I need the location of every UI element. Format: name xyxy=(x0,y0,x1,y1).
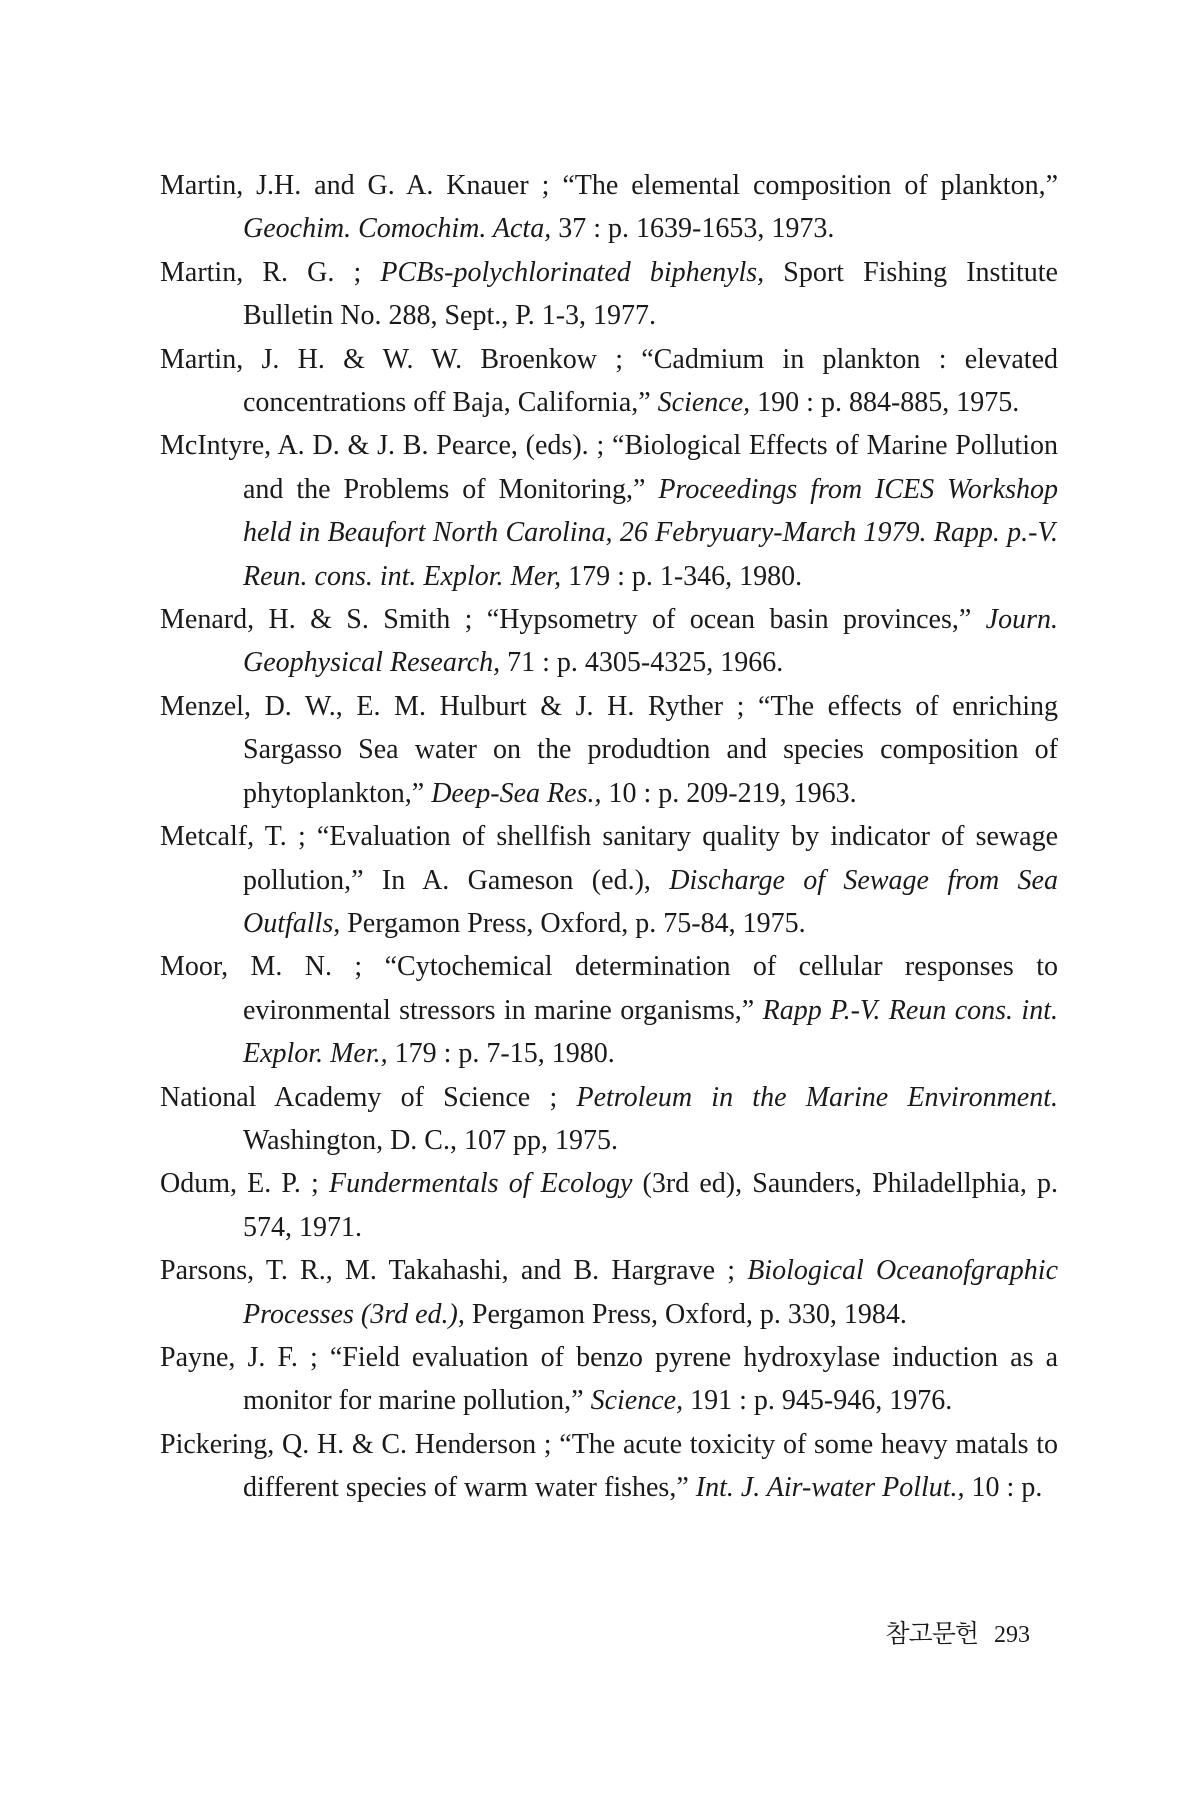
reference-title-italic: Biological Oceanofgraphic Processes (3rd ed.), xyxy=(243,1255,1058,1330)
reference-title-italic: PCBs-polychlorinated biphenyls, xyxy=(380,256,765,288)
reference-text: 10 : p. xyxy=(964,1472,1043,1504)
reference-title-italic: Deep-Sea Res., xyxy=(431,777,602,809)
reference-entry xyxy=(160,424,1058,598)
reference-entry xyxy=(160,1423,1058,1510)
reference-entry xyxy=(160,164,1058,251)
reference-text: Martin, J. H. & W. W. Broenkow ; “Cadmium in plankton : elevated concentrations off Baja, California,” xyxy=(160,343,1058,419)
reference-title-italic: Discharge of Sewage from Sea Outfalls, xyxy=(243,864,1058,939)
reference-text: Martin, J.H. and G. A. Knauer ; “The elemental composition of plankton,” xyxy=(160,170,1058,201)
reference-title-italic: Rapp P.-V. Reun cons. int. Explor. Mer., xyxy=(243,994,1058,1070)
reference-text: Martin, R. G. ; xyxy=(160,256,381,288)
reference-text: Menard, H. & S. Smith ; “Hypsometry of ocean basin provinces,” xyxy=(160,604,986,636)
page-footer xyxy=(885,1614,1030,1650)
reference-entry xyxy=(160,338,1058,425)
reference-title-italic: Proceedings from ICES Workshop held in Beaufort North Carolina, 26 Febryuary-March 1979. Rapp. p.-V. Reun. cons. int. Explor. Mer, xyxy=(243,473,1058,592)
reference-entry xyxy=(160,1249,1058,1336)
page-number: 293 xyxy=(994,1622,1030,1648)
reference-text: (3rd ed), Saunders, Philadellphia, p. 574, 1971. xyxy=(243,1168,1058,1243)
reference-text: Metcalf, T. ; “Evaluation of shellfish sanitary quality by indicator of sewage pollution,” In A. Gameson (ed.), xyxy=(160,821,1058,896)
reference-title-italic: Journ. Geophysical Research, xyxy=(243,604,1058,679)
reference-title-italic: Fundermentals of Ecology xyxy=(329,1168,633,1200)
reference-text: 190 : p. 884-885, 1975. xyxy=(750,387,1020,419)
reference-text: Sport Fishing Institute Bulletin No. 288, Sept., P. 1-3, 1977. xyxy=(243,256,1058,332)
reference-entry xyxy=(160,1336,1058,1423)
reference-title-italic: Int. J. Air-water Pollut., xyxy=(695,1472,965,1504)
reference-text: Odum, E. P. ; xyxy=(160,1168,329,1200)
reference-entry xyxy=(160,251,1058,338)
reference-entry xyxy=(160,685,1058,815)
reference-entry xyxy=(160,1162,1058,1249)
reference-text: Washington, D. C., 107 pp, 1975. xyxy=(243,1124,618,1156)
reference-text: National Academy of Science ; xyxy=(160,1081,577,1113)
reference-entry xyxy=(160,1076,1058,1163)
reference-text: Pickering, Q. H. & C. Henderson ; “The acute toxicity of some heavy matals to different species of warm water fishes,” xyxy=(160,1428,1058,1504)
reference-entry xyxy=(160,945,1058,1075)
reference-text: 179 : p. 7-15, 1980. xyxy=(387,1038,615,1070)
reference-title-italic: Geochim. Comochim. Acta, xyxy=(243,213,552,245)
reference-title-italic: Petroleum in the Marine Environment. xyxy=(576,1081,1058,1113)
reference-text: Parsons, T. R., M. Takahashi, and B. Hargrave ; xyxy=(160,1255,748,1287)
reference-entry xyxy=(160,815,1058,945)
reference-text: 179 : p. 1-346, 1980. xyxy=(561,560,803,592)
reference-text: 37 : p. 1639-1653, 1973. xyxy=(551,213,835,245)
reference-text: Pergamon Press, Oxford, p. 75-84, 1975. xyxy=(340,907,806,939)
reference-text: Moor, M. N. ; “Cytochemical determination of cellular responses to evironmental stressors in marine organisms,” xyxy=(160,951,1058,1026)
reference-text: Payne, J. F. ; “Field evaluation of benzo pyrene hydroxylase induction as a monitor for marine pollution,” xyxy=(160,1341,1058,1417)
reference-entry xyxy=(160,598,1058,685)
reference-title-italic: Science, xyxy=(657,387,751,419)
reference-text: Pergamon Press, Oxford, p. 330, 1984. xyxy=(464,1298,907,1330)
running-footer-section-label: 참고문헌 xyxy=(885,1619,978,1648)
reference-list xyxy=(160,164,1058,1510)
bibliography-page xyxy=(160,164,1058,1510)
reference-text: McIntyre, A. D. & J. B. Pearce, (eds). ; “Biological Effects of Marine Pollution and the Problems of Monitoring,” xyxy=(160,430,1058,505)
reference-text: Menzel, D. W., E. M. Hulburt & J. H. Ryther ; “The effects of enriching Sargasso Sea water on the produdtion and species composition of phytoplankton,” xyxy=(160,690,1058,809)
reference-text: 191 : p. 945-946, 1976. xyxy=(683,1385,953,1417)
reference-text: 10 : p. 209-219, 1963. xyxy=(601,777,857,809)
reference-title-italic: Science, xyxy=(590,1385,684,1417)
reference-text: 71 : p. 4305-4325, 1966. xyxy=(500,647,784,679)
